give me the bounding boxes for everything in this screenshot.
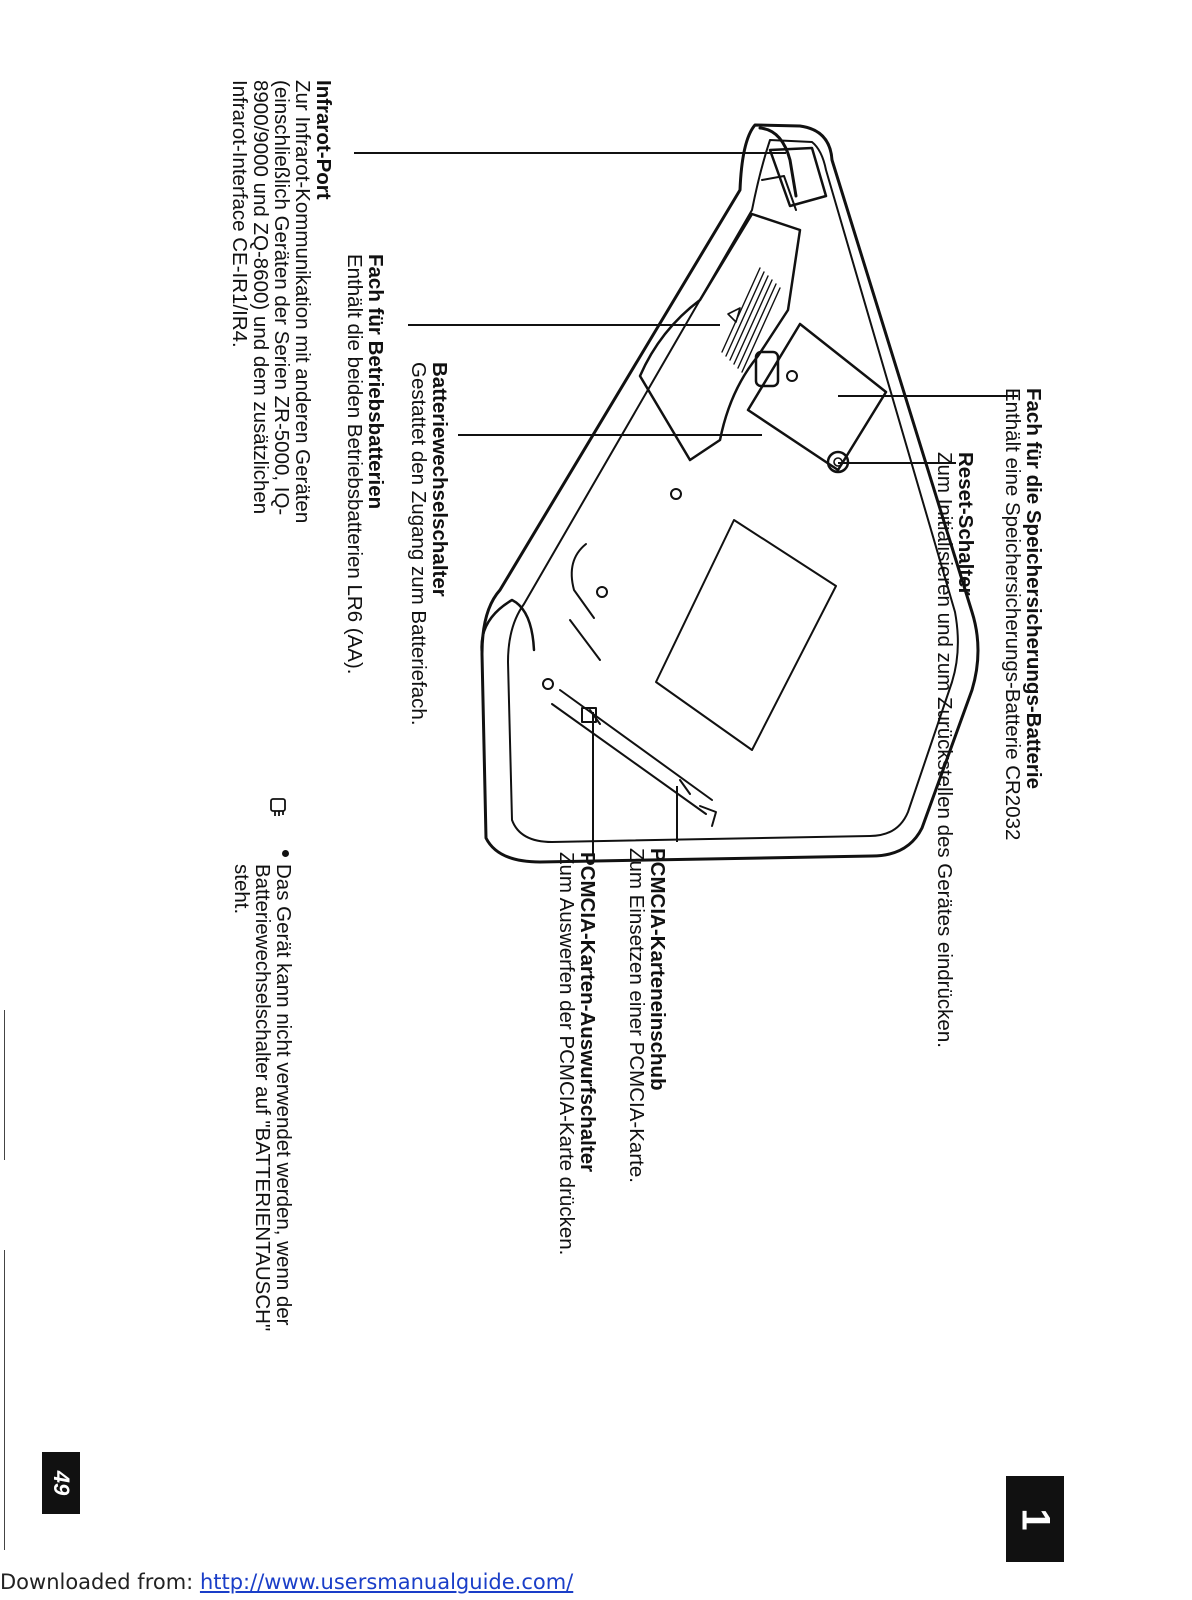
leader-line-betriebsbatterien-h <box>408 324 720 326</box>
callout-pcmcia-einschub-text <box>626 848 668 1183</box>
callout-pcmcia-einschub-desc: Zum Einsetzen einer PCMCIA-Karte. <box>625 848 648 1183</box>
pointing-hand-icon <box>268 796 290 818</box>
leader-line-pcmcia-einschub-v <box>676 786 678 842</box>
note-bullet <box>282 850 289 857</box>
leader-line-infrarot-h <box>354 152 786 154</box>
callout-reset-title: Reset-Schalter <box>954 452 977 596</box>
footer-prefix: Downloaded from: <box>0 1570 200 1594</box>
callout-pcmcia-auswurf-text <box>556 852 598 1255</box>
callout-speicher-desc: Enthält eine Speichersicherungs-Batterie CR2032 <box>1001 388 1024 841</box>
callout-speicher-text <box>1002 388 1044 840</box>
callout-infrarot-desc-1: Zur Infrarot-Kommunikation mit anderen Geräten <box>291 80 314 524</box>
callout-infrarot-text <box>229 80 334 523</box>
note-text <box>231 864 294 1331</box>
callout-infrarot-title: Infrarot-Port <box>312 80 335 200</box>
callout-reset-text <box>934 452 976 1048</box>
scan-edge-line <box>4 1010 5 1160</box>
callout-infrarot-desc-2: (einschließlich Geräten der Serien ZR-5000, IQ- <box>270 80 293 516</box>
callout-batteriewechsel-title: Batteriewechselschalter <box>428 362 451 597</box>
callout-speicher-title: Fach für die Speichersicherungs-Batterie <box>1022 388 1045 790</box>
leader-line-batteriewechsel-h <box>458 434 762 436</box>
callout-betriebsbatterien-title: Fach für Betriebsbatterien <box>364 254 387 510</box>
callout-pcmcia-auswurf-desc: Zum Auswerfen der PCMCIA-Karte drücken. <box>555 852 578 1256</box>
callout-pcmcia-einschub-title: PCMCIA-Karteneinschub <box>646 848 669 1091</box>
callout-betriebsbatterien-desc: Enthält die beiden Betriebsbatterien LR6 (AA). <box>343 254 366 675</box>
callout-infrarot-desc-3: 8900/9000 und ZQ-8600) und dem zusätzlichen <box>249 80 272 515</box>
callout-betriebsbatterien-text <box>344 254 386 675</box>
page-number: 49 <box>42 1452 80 1514</box>
chapter-tab: 1 <box>1006 1476 1064 1562</box>
footer <box>0 1570 1192 1600</box>
callout-pcmcia-auswurf-title: PCMCIA-Karten-Auswurfschalter <box>576 852 599 1173</box>
callout-reset-desc: Zum Initialisieren und zum Zurückstellen des Gerätes eindrücken. <box>933 452 956 1048</box>
note-line-2: Batteriewechselschalter auf "BATTERIENTAUSCH" <box>251 864 274 1332</box>
note-line-1: Das Gerät kann nicht verwendet werden, wenn der <box>272 864 295 1326</box>
scan-edge-line <box>4 1250 5 1550</box>
leader-line-speicher-h <box>838 395 1018 397</box>
callout-batteriewechsel-text <box>408 362 450 726</box>
callout-batteriewechsel-desc: Gestattet den Zugang zum Batteriefach. <box>407 362 430 726</box>
footer-link[interactable]: http://www.usersmanualguide.com/ <box>199 1570 574 1594</box>
callout-infrarot-desc-4: Infrarot-Interface CE-IR1/IR4. <box>228 80 251 348</box>
note-line-3: steht. <box>230 864 253 915</box>
leader-line-pcmcia-auswurf-v <box>592 712 594 854</box>
